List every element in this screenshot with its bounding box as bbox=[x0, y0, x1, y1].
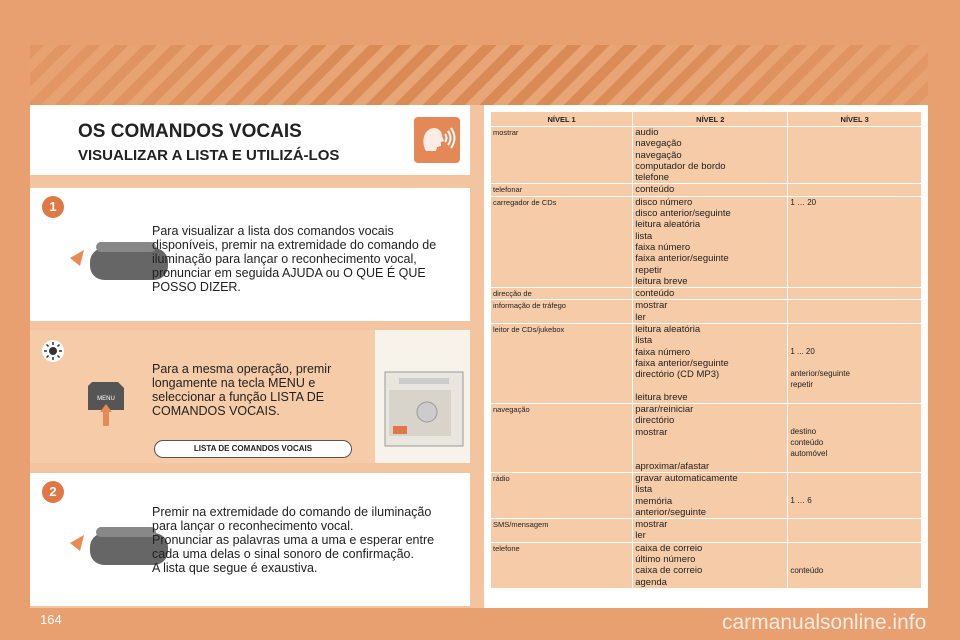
table-cell: informação de tráfego bbox=[491, 300, 632, 323]
table-cell bbox=[788, 519, 921, 542]
step-1-text: Para visualizar a lista dos comandos vocais disponíveis, premir na extremidade do comando de iluminação para lançar o reconhecimento vocal, pronunciar em seguida AJUDA ou O QUE É QUE POSSO DIZER. bbox=[152, 224, 437, 294]
voice-command-icon bbox=[414, 117, 460, 163]
voice-commands-list-button[interactable]: LISTA DE COMANDOS VOCAIS bbox=[154, 440, 352, 458]
table-cell: 1 ... 20 anterior/seguinte repetir bbox=[788, 324, 921, 403]
table-row bbox=[491, 404, 921, 472]
table-cell: telefonar bbox=[491, 184, 632, 195]
table-cell: leitura aleatória lista faixa número faixa anterior/seguinte directório (CD MP3) leitura breve bbox=[633, 324, 787, 403]
table-cell bbox=[788, 127, 921, 183]
column-header: NÍVEL 3 bbox=[788, 112, 921, 126]
step-2-text: Premir na extremidade do comando de iluminação para lançar o reconhecimento vocal. Pronunciar as palavras uma a uma e esperar entre cada uma delas o sinal sonoro de confirmação. A lista que segue é exaustiva. bbox=[152, 505, 435, 575]
table-cell: conteúdo bbox=[788, 543, 921, 588]
table-row bbox=[491, 288, 921, 299]
step-menu-panel bbox=[30, 330, 470, 463]
chevron-banner bbox=[30, 45, 928, 105]
table-row bbox=[491, 543, 921, 588]
sun-icon bbox=[42, 340, 64, 362]
table-row bbox=[491, 300, 921, 323]
table-cell: navegação bbox=[491, 404, 632, 472]
column-header: NÍVEL 1 bbox=[491, 112, 632, 126]
table-cell: mostrar ler bbox=[633, 300, 787, 323]
table-cell bbox=[788, 288, 921, 299]
column-header: NÍVEL 2 bbox=[633, 112, 787, 126]
table-cell bbox=[788, 184, 921, 195]
step-number-badge: 2 bbox=[42, 481, 64, 503]
voice-commands-table bbox=[484, 105, 928, 608]
page-subtitle: VISUALIZAR A LISTA E UTILIZÁ-LOS bbox=[78, 147, 340, 164]
table-cell: carregador de CDs bbox=[491, 197, 632, 287]
table-row bbox=[491, 519, 921, 542]
table-row bbox=[491, 184, 921, 195]
table-cell: caixa de correio último número caixa de correio agenda bbox=[633, 543, 787, 588]
table-cell: direcção de bbox=[491, 288, 632, 299]
table-row bbox=[491, 324, 921, 403]
svg-text:MENU: MENU bbox=[97, 396, 115, 402]
table-cell bbox=[788, 300, 921, 323]
table-cell: audio navegação navegação computador de bordo telefone bbox=[633, 127, 787, 183]
table-cell: rádio bbox=[491, 473, 632, 518]
table-cell: SMS/mensagem bbox=[491, 519, 632, 542]
table-cell: telefone bbox=[491, 543, 632, 588]
table-cell: gravar automaticamente lista memória anterior/seguinte bbox=[633, 473, 787, 518]
table-cell: 1 … 6 bbox=[788, 473, 921, 518]
table-cell: conteúdo bbox=[633, 184, 787, 195]
table-cell: mostrar bbox=[491, 127, 632, 183]
step-2-panel bbox=[30, 473, 470, 606]
table-cell: conteúdo bbox=[633, 288, 787, 299]
table-cell: disco número disco anterior/seguinte leitura aleatória lista faixa número faixa anterior/seguinte repetir leitura breve bbox=[633, 197, 787, 287]
table-cell: 1 … 20 bbox=[788, 197, 921, 287]
menu-key-icon bbox=[88, 382, 124, 410]
step-menu-text: Para a mesma operação, premir longamente na tecla MENU e seleccionar a função LISTA DE COMANDOS VOCAIS. bbox=[152, 362, 332, 418]
page-number: 164 bbox=[40, 612, 62, 627]
table-row bbox=[491, 127, 921, 183]
table-row bbox=[491, 473, 921, 518]
watermark: carmanualsonline.info bbox=[722, 611, 927, 634]
table-cell: destino conteúdo automóvel bbox=[788, 404, 921, 472]
step-number-badge: 1 bbox=[42, 196, 64, 218]
title-panel bbox=[30, 105, 470, 175]
step-1-panel bbox=[30, 188, 470, 321]
table-row bbox=[491, 197, 921, 287]
table-cell: leitor de CDs/jukebox bbox=[491, 324, 632, 403]
page-title: OS COMANDOS VOCAIS bbox=[78, 121, 302, 142]
radio-panel-image bbox=[375, 330, 470, 463]
table-cell: parar/reiniciar directório mostrar aproximar/afastar bbox=[633, 404, 787, 472]
table-cell: mostrar ler bbox=[633, 519, 787, 542]
